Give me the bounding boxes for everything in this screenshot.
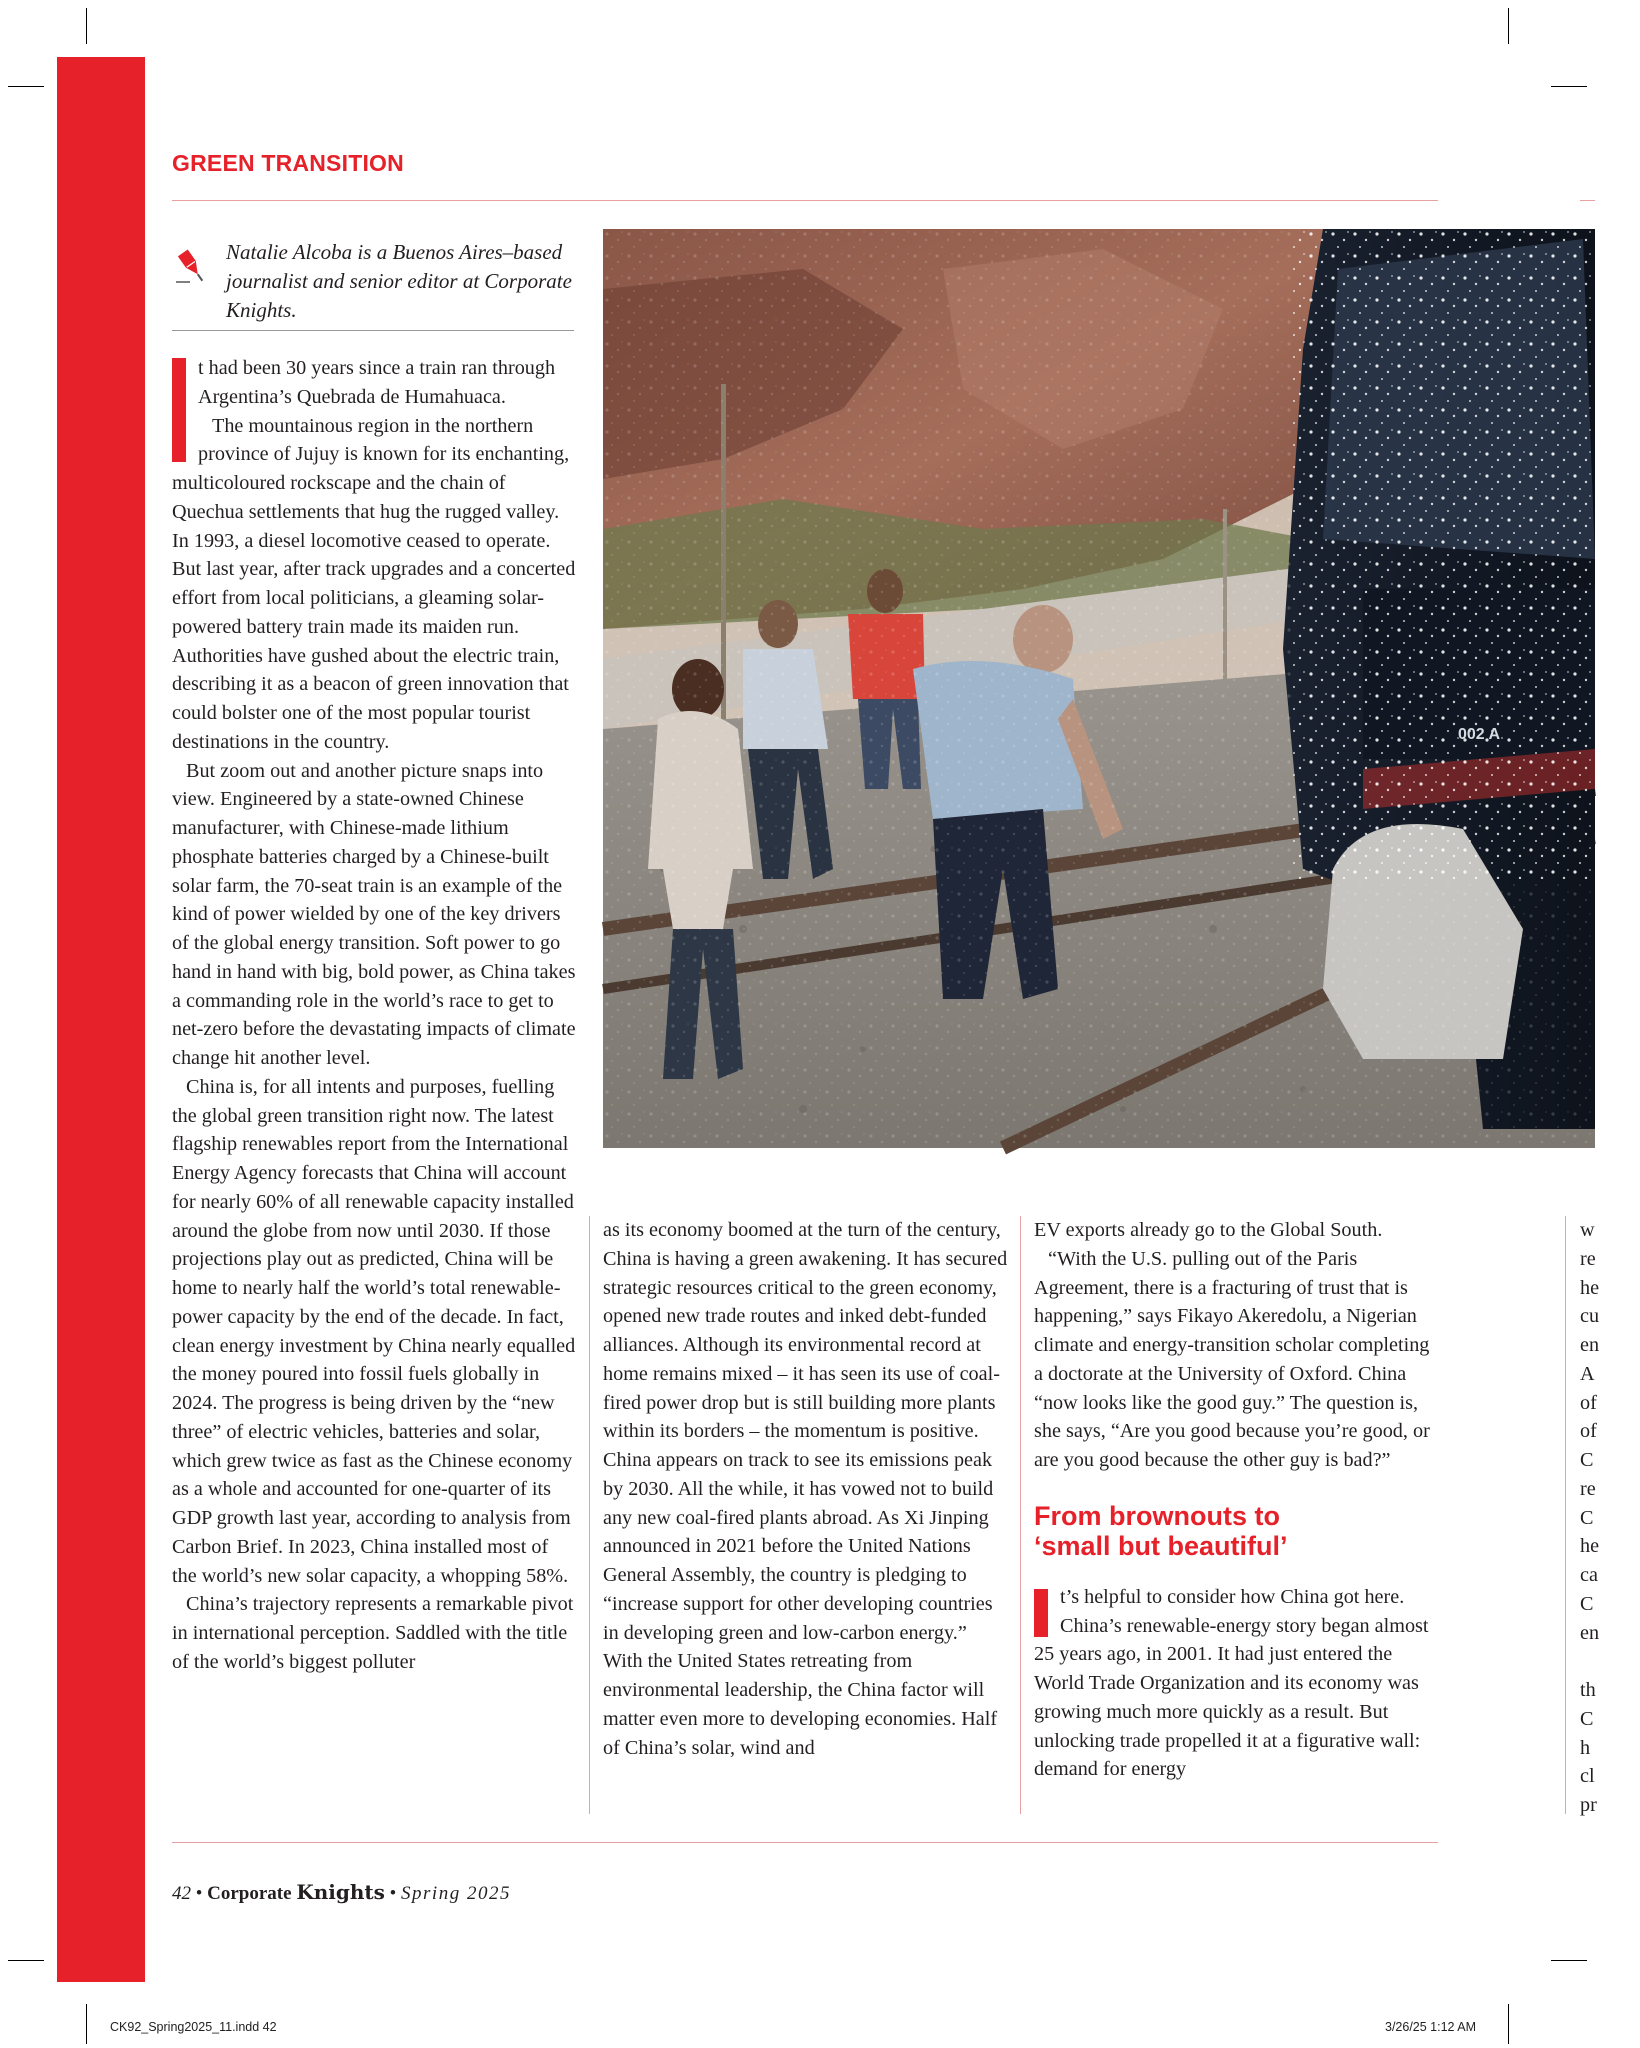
column-fragment-line: re [1580,1477,1596,1500]
byline-rule [172,330,574,331]
drop-cap [172,358,186,462]
column-fragment-line: cu [1580,1305,1600,1328]
column-fragment-line: en [1580,1334,1600,1356]
footer-rule [172,1842,1438,1843]
article-column-1 [172,354,576,1677]
magazine-name: Corporate Knights [207,1880,385,1904]
column-fragment-line [1580,1647,1640,1676]
column-fragment-line: en [1580,1621,1600,1644]
body-paragraph: But zoom out and another picture snaps into view. Engineered by a state-owned Chinese manufacturer, with Chinese-made lithium phosphate batteries charged by a Chinese-built solar farm, the 70-seat train is an example of the kind of power wielded by one of the key drivers of the global energy transition. Soft power to go hand in hand with big, bold power, as China takes a commanding role in the world’s race to get to net-zero before the devastating impacts of climate change hit another level. [172,759,576,1069]
column-fragment-line: C [1580,1449,1594,1471]
pen-nib-icon [174,246,210,286]
article-column-2 [603,1216,1008,1762]
subheading-line: From brownouts to [1034,1500,1280,1531]
column-fragment-line: he [1580,1535,1600,1558]
drop-cap [1034,1589,1048,1637]
body-paragraph: China is, for all intents and purposes, fuelling the global green transition right now. The latest flagship renewables report from the International Energy Agency forecasts that China will account for nearly 60% of all renewable capacity installed around the globe from now until 2030. If those projections play out as predicted, China will be home to nearly half the world’s total renewable-power capacity by the end of the decade. In fact, clean energy investment by China nearly equalled the money poured into fossil fuels globally in 2024. The progress is being driven by the “new three” of electric vehicles, batteries and solar, which grew twice as fast as the Chinese economy as a whole and accounted for one-quarter of its GDP growth last year, according to analysis from Carbon Brief. In 2023, China installed most of the world’s new solar capacity, a whopping 58%. [172,1075,576,1587]
crop-mark [86,8,87,44]
article-column-4-fragment [1580,1216,1640,1820]
column-fragment-line: cl [1580,1765,1595,1788]
column-rule [1020,1216,1021,1814]
page-folio: 42 • Corporate Knights • Spring 2025 [172,1880,511,1904]
column-fragment-line: pr [1580,1794,1597,1816]
header-rule-continued [1580,200,1595,201]
body-paragraph: China’s trajectory represents a remarkable pivot in international perception. Saddled with the title of the world’s biggest polluter [172,1593,574,1673]
body-paragraph: as its economy boomed at the turn of the century, China is having a green awakening. It has secured strategic resources critical to the green economy, opened new trade routes and inked debt-funded alliances. Although its environmental record at home remains mixed – it has seen its use of coal-fired power drop but is still building more plants within its borders – the momentum is positive. China appears on track to see its emissions peak by 2030. All the while, it has vowed not to build any new coal-fired plants abroad. As Xi Jinping announced in 2021 before the United Nations General Assembly, the country is pledging to “increase support for other developing countries in developing green and low-carbon energy.” With the United States retreating from environmental leadership, the China factor will matter even more to developing economies. Half of China’s solar, wind and [603,1219,1008,1759]
column-fragment-line: ca [1580,1564,1598,1586]
print-slug-file: CK92_Spring2025_11.indd 42 [110,2020,277,2034]
column-rule [589,1216,590,1814]
column-fragment-line: w [1580,1219,1595,1241]
column-fragment-line: he [1580,1276,1600,1299]
issue-season: Spring 2025 [401,1883,511,1904]
column-fragment-line: A [1580,1362,1595,1385]
print-slug-date: 3/26/25 1:12 AM [1385,2020,1477,2034]
red-margin-bar [57,57,145,1982]
body-paragraph: The mountainous region in the northern province of Jujuy is known for its enchanting, multicoloured rockscape and the chain of Quechua settlements that hug the rugged valley. In 1993, a diesel locomotive ceased to operate. But last year, after track upgrades and a concerted effort from local politicians, a gleaming solar-powered battery train made its maiden run. Authorities have gushed about the electric train, describing it as a beacon of green innovation that could bolster one of the most popular tourist destinations in the country. [172,414,576,753]
column-rule [1565,1216,1566,1814]
crop-mark [8,1960,44,1961]
crop-mark [1508,8,1509,44]
article-photo [603,229,1595,1148]
crop-mark [1551,1960,1587,1961]
lead-paragraph: t had been 30 years since a train ran through Argentina’s Quebrada de Humahuaca. [198,357,556,408]
crop-mark [1508,2004,1509,2044]
section-label: GREEN TRANSITION [172,150,404,176]
column-fragment-line: of [1580,1391,1597,1414]
body-paragraph: t’s helpful to consider how China got here. China’s renewable-energy story began almost 25 years ago, in 2001. It had just entered the World Trade Organization and its economy was growing much more quickly as a result. But unlocking trade propelled it at a figurative wall: demand for energy [1034,1585,1429,1781]
column-fragment-line: of [1580,1420,1597,1443]
crop-mark [8,86,44,87]
header-rule [172,200,1438,201]
train-front [603,229,1595,1148]
crop-mark [1551,86,1587,87]
column-fragment-line: th [1580,1679,1596,1701]
body-paragraph: EV exports already go to the Global South. [1034,1219,1383,1241]
page-number: 42 [172,1883,191,1904]
quote-paragraph: “With the U.S. pulling out of the Paris Agreement, there is a fracturing of trust that is happening,” says Fikayo Akeredolu, a Nigerian climate and energy-transition scholar completing a doctorate at the University of Oxford. China “now looks like the good guy.” The question is, she says, “Are you good because you’re good, or are you good because the other guy is bad?” [1034,1247,1430,1471]
train-photo-illustration [603,229,1595,1148]
subheading-line: ‘small but beautiful’ [1034,1530,1288,1561]
column-fragment-line: h [1580,1736,1591,1759]
column-fragment-line: C [1580,1506,1594,1529]
train-number: 002 A [1458,726,1501,743]
column-fragment-line: re [1580,1247,1596,1270]
subheading [1034,1501,1439,1561]
article-column-3 [1034,1216,1439,1784]
column-fragment-line: C [1580,1707,1594,1730]
author-byline: Natalie Alcoba is a Buenos Aires–based journalist and senior editor at Corporate Knights. [226,240,572,322]
crop-mark [86,2004,87,2044]
column-fragment-line: C [1580,1592,1594,1615]
